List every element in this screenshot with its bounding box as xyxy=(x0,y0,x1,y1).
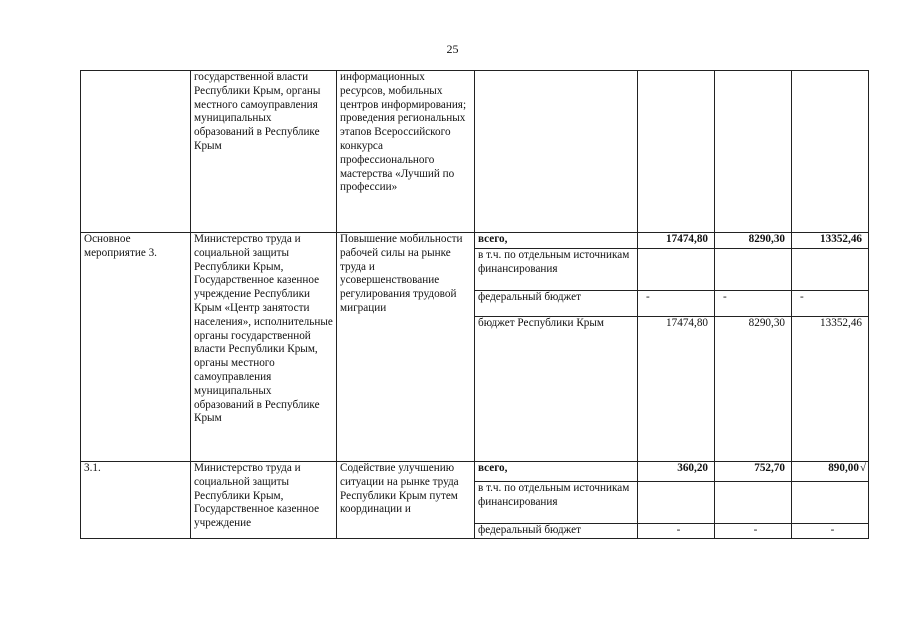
description-cell: Повышение мобильности рабочей силы на рынке труда и усовершенствование регулирования трудовой миграции xyxy=(337,233,475,462)
value-federal-1: - xyxy=(638,291,715,317)
event-name-cell: 3.1. xyxy=(81,462,191,539)
table-row xyxy=(81,462,869,482)
responsible-cell: Министерство труда и социальной защиты Республики Крым, Государственное казенное учреждение xyxy=(191,462,337,539)
source-label-regional: бюджет Республики Крым xyxy=(475,317,638,462)
description-cell: Содействие улучшению ситуации на рынке труда Республики Крым путем координации и xyxy=(337,462,475,539)
table-row xyxy=(81,71,869,233)
value-cell xyxy=(715,482,792,524)
value-regional-2: 8290,30 xyxy=(715,317,792,462)
value-cell xyxy=(792,249,869,291)
value-federal-3: - xyxy=(792,291,869,317)
event-name-cell xyxy=(81,71,191,233)
value-regional-3: 13352,46 xyxy=(792,317,869,462)
value-total-3: 13352,46 xyxy=(792,233,869,249)
table-row xyxy=(81,233,869,249)
value-total-2: 8290,30 xyxy=(715,233,792,249)
value-cell xyxy=(715,249,792,291)
source-label-federal: федеральный бюджет xyxy=(475,291,638,317)
value-cell xyxy=(638,482,715,524)
source-label-total: всего, xyxy=(475,462,638,482)
value-cell xyxy=(715,71,792,233)
value-federal-3: - xyxy=(792,524,869,539)
value-federal-1: - xyxy=(638,524,715,539)
value-cell xyxy=(638,71,715,233)
source-label-total: всего, xyxy=(475,233,638,249)
value-total-3-text: 890,00 xyxy=(828,462,859,474)
program-table xyxy=(80,70,869,539)
event-name-cell: Основное мероприятие 3. xyxy=(81,233,191,462)
value-cell xyxy=(792,71,869,233)
responsible-cell: государственной власти Республики Крым, органы местного самоуправления муниципальных образований в Республике Крым xyxy=(191,71,337,233)
value-federal-2: - xyxy=(715,524,792,539)
value-total-1: 360,20 xyxy=(638,462,715,482)
page-number: 25 xyxy=(446,42,459,56)
value-regional-1: 17474,80 xyxy=(638,317,715,462)
value-cell xyxy=(638,249,715,291)
value-cell xyxy=(792,482,869,524)
value-total-3 xyxy=(792,462,869,482)
source-cell xyxy=(475,71,638,233)
source-label-breakdown: в т.ч. по отдельным источникам финансирования xyxy=(475,249,638,291)
description-cell: информационных ресурсов, мобильных центров информирования; проведения региональных этапов Всероссийского конкурса профессионального мастерства «Лучший по профессии» xyxy=(337,71,475,233)
value-total-2: 752,70 xyxy=(715,462,792,482)
responsible-cell: Министерство труда и социальной защиты Республики Крым, Государственное казенное учреждение Республики Крым «Центр занятости населения», исполнительные органы государственной власти Республики Крым, органы местного самоуправления муниципальных образований в Республике Крым xyxy=(191,233,337,462)
source-label-federal: федеральный бюджет xyxy=(475,524,638,539)
check-mark: √ xyxy=(859,462,866,474)
source-label-breakdown: в т.ч. по отдельным источникам финансирования xyxy=(475,482,638,524)
value-total-1: 17474,80 xyxy=(638,233,715,249)
value-federal-2: - xyxy=(715,291,792,317)
